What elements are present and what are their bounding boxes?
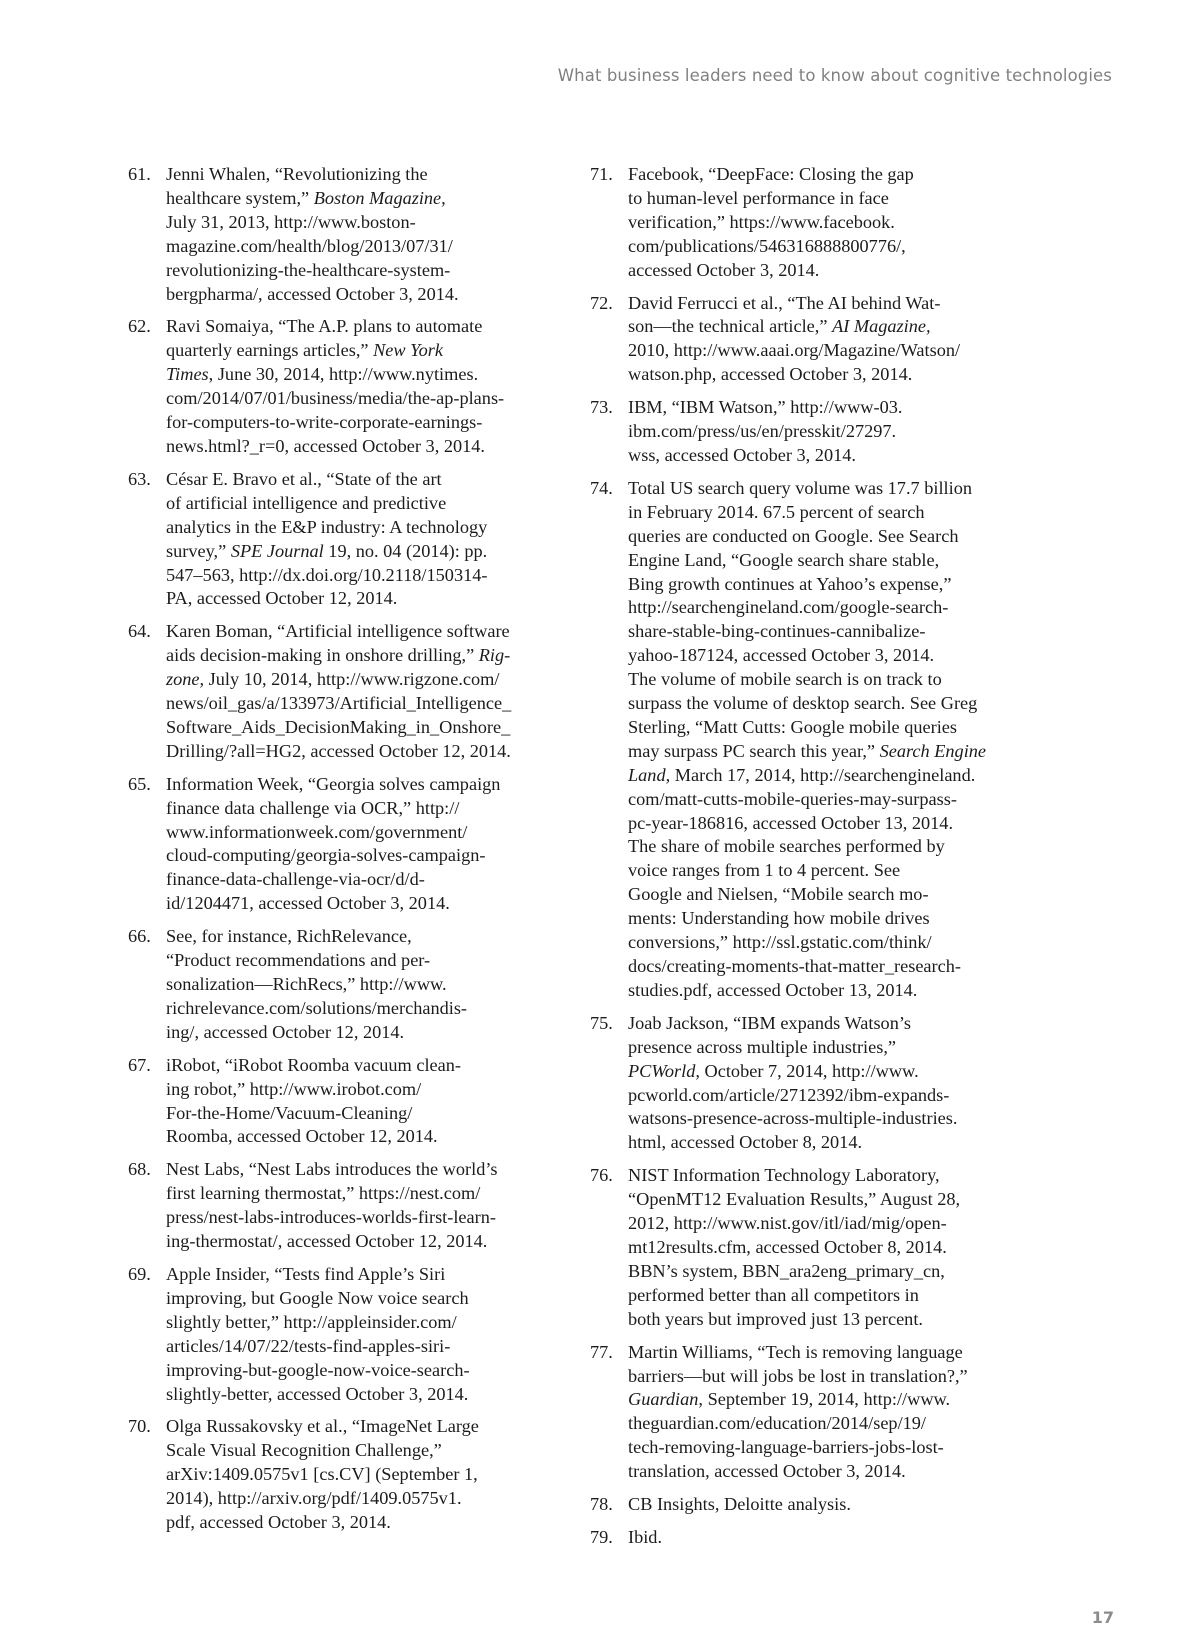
endnote-line	[628, 883, 1030, 907]
endnote-text-segment: studies.pdf, accessed October 13, 2014.	[628, 979, 918, 1000]
endnote-text-segment: July 31, 2013, http://www.boston-	[166, 211, 416, 232]
endnote-text-segment: October 7, 2014, http://www.	[699, 1060, 919, 1081]
endnote-line	[166, 1078, 558, 1102]
endnote-text-segment: ing robot,” http://www.irobot.com/	[166, 1078, 422, 1099]
endnote-line	[628, 716, 1030, 740]
endnote-text-segment: Total US search query volume was 17.7 billion	[628, 477, 972, 498]
endnote-line	[166, 1102, 558, 1126]
endnote-number: 77.	[590, 1341, 613, 1362]
endnote-text	[628, 292, 1030, 388]
endnote-line	[166, 587, 558, 611]
endnote-line	[628, 1436, 1030, 1460]
endnote-text-segment: IBM, “IBM Watson,” http://www-03.	[628, 397, 903, 418]
endnote-text-segment: watson.php, accessed October 3, 2014.	[628, 364, 913, 385]
endnote-line	[166, 1311, 558, 1335]
endnote-text-segment: pdf, accessed October 3, 2014.	[166, 1512, 391, 1533]
endnote-line	[166, 1383, 558, 1407]
endnote-line	[628, 1107, 1030, 1131]
endnote-text-segment: for-computers-to-write-corporate-earnings-	[166, 412, 483, 433]
endnote-text-segment: arXiv:1409.0575v1 [cs.CV] (September 1,	[166, 1464, 478, 1485]
endnote-text-segment: watsons-presence-across-multiple-industries.	[628, 1108, 958, 1129]
endnote-line	[166, 1182, 558, 1206]
endnote-italic-title: zone,	[166, 669, 205, 690]
endnote-number: 69.	[128, 1263, 151, 1284]
endnote-text-segment: “Product recommendations and per-	[166, 950, 431, 971]
endnote-line	[166, 1439, 558, 1463]
endnote-number: 78.	[590, 1494, 613, 1515]
endnote-line	[166, 564, 558, 588]
endnote-line	[628, 259, 1030, 283]
endnote-line	[628, 596, 1030, 620]
endnote-text-segment: 2010, http://www.aaai.org/Magazine/Watson/	[628, 340, 961, 361]
endnote-line	[628, 1341, 1030, 1365]
endnote-text-segment: BBN’s system, BBN_ara2eng_primary_cn,	[628, 1260, 945, 1281]
endnote-line	[166, 925, 558, 949]
endnote-line	[166, 540, 558, 564]
endnote-line	[166, 973, 558, 997]
page-number: 17	[1091, 1608, 1114, 1627]
endnote-italic-title: Times	[166, 364, 209, 385]
endnote-line	[628, 444, 1030, 468]
endnote-number: 74.	[590, 477, 613, 498]
endnote-text-segment: verification,” https://www.facebook.	[628, 211, 895, 232]
endnote-italic-title: Rig-	[478, 645, 511, 666]
endnote-text-segment: aids decision-making in onshore drilling,”	[166, 645, 479, 666]
endnote-line	[628, 1084, 1030, 1108]
endnote-number: 62.	[128, 316, 151, 337]
endnote-item	[128, 1415, 558, 1535]
endnote-number: 73.	[590, 397, 613, 418]
endnote-text-segment: Karen Boman, “Artificial intelligence software	[166, 621, 510, 642]
endnote-text-segment: iRobot, “iRobot Roomba vacuum clean-	[166, 1054, 461, 1075]
endnote-text	[628, 1012, 1030, 1155]
endnote-text-segment: March 17, 2014, http://searchengineland.	[670, 764, 976, 785]
endnote-text-segment: id/1204471, accessed October 3, 2014.	[166, 893, 450, 914]
endnote-text-segment: Drilling/?all=HG2, accessed October 12, 2014.	[166, 740, 511, 761]
endnote-text-segment: theguardian.com/education/2014/sep/19/	[628, 1413, 927, 1434]
endnote-text-segment: ing-thermostat/, accessed October 12, 2014.	[166, 1231, 488, 1252]
endnote-line	[628, 955, 1030, 979]
endnote-line	[628, 1308, 1030, 1332]
endnote-text-segment: bergpharma/, accessed October 3, 2014.	[166, 283, 459, 304]
endnote-text-segment: son—the technical article,”	[628, 316, 833, 337]
endnote-line	[166, 692, 558, 716]
endnote-text-segment: performed better than all competitors in	[628, 1284, 919, 1305]
endnote-line	[628, 1188, 1030, 1212]
endnote-line	[628, 363, 1030, 387]
endnote-text-segment: press/nest-labs-introduces-worlds-first-learn-	[166, 1207, 496, 1228]
endnote-line	[166, 1511, 558, 1535]
endnote-text-segment: richrelevance.com/solutions/merchandis-	[166, 997, 468, 1018]
endnote-text-segment: Sterling, “Matt Cutts: Google mobile queries	[628, 716, 958, 737]
endnote-text	[166, 315, 558, 458]
endnote-text-segment: voice ranges from 1 to 4 percent. See	[628, 860, 901, 881]
endnote-text-segment: Facebook, “DeepFace: Closing the gap	[628, 164, 914, 184]
endnote-text-segment: César E. Bravo et al., “State of the art	[166, 468, 442, 489]
endnote-item	[590, 396, 1030, 468]
endnote-text-segment: www.informationweek.com/government/	[166, 821, 468, 842]
endnote-line	[166, 1054, 558, 1078]
endnote-italic-title: PCWorld,	[628, 1060, 700, 1081]
endnote-line	[166, 844, 558, 868]
endnote-italic-title: Search Engine	[879, 740, 987, 761]
endnote-line	[628, 1164, 1030, 1188]
endnote-text-segment: translation, accessed October 3, 2014.	[628, 1461, 906, 1482]
endnote-text-segment: improving-but-google-now-voice-search-	[166, 1359, 470, 1380]
endnote-line	[166, 411, 558, 435]
endnote-line	[628, 315, 1030, 339]
endnote-text-segment: ibm.com/press/us/en/presskit/27297.	[628, 421, 897, 442]
endnote-number: 68.	[128, 1159, 151, 1180]
endnote-text-segment: 547–563, http://dx.doi.org/10.2118/150314-	[166, 564, 488, 585]
endnote-text-segment: Apple Insider, “Tests find Apple’s Siri	[166, 1263, 446, 1284]
endnote-text	[166, 468, 558, 611]
endnote-item	[128, 1263, 558, 1406]
endnote-line	[166, 468, 558, 492]
endnote-text-segment: improving, but Google Now voice search	[166, 1287, 469, 1308]
endnote-line	[628, 835, 1030, 859]
endnote-text-segment: wss, accessed October 3, 2014.	[628, 444, 856, 465]
endnote-text-segment: tech-removing-language-barriers-jobs-lost-	[628, 1437, 944, 1458]
endnote-line	[166, 797, 558, 821]
endnote-line	[628, 549, 1030, 573]
endnote-text-segment: html, accessed October 8, 2014.	[628, 1132, 863, 1153]
endnote-line	[166, 740, 558, 764]
endnote-line	[628, 620, 1030, 644]
endnote-text-segment: The volume of mobile search is on track to	[628, 669, 942, 690]
endnote-line	[628, 1212, 1030, 1236]
endnote-line	[628, 859, 1030, 883]
endnote-text-segment: queries are conducted on Google. See Search	[628, 525, 959, 546]
endnote-line	[628, 1060, 1030, 1084]
endnote-line	[166, 1287, 558, 1311]
endnote-text-segment: 2012, http://www.nist.gov/itl/iad/mig/open-	[628, 1213, 947, 1234]
endnote-text-segment: CB Insights, Deloitte analysis.	[628, 1494, 851, 1515]
endnote-line	[166, 716, 558, 740]
endnote-text-segment: barriers—but will jobs be lost in translation?,”	[628, 1365, 968, 1386]
endnote-item	[128, 315, 558, 458]
endnote-line	[166, 516, 558, 540]
endnote-text-segment: See, for instance, RichRelevance,	[166, 926, 412, 947]
endnote-text-segment: Google and Nielsen, “Mobile search mo-	[628, 884, 929, 905]
endnote-text	[628, 1526, 1030, 1550]
endnote-line	[628, 477, 1030, 501]
endnote-line	[628, 644, 1030, 668]
endnote-line	[166, 387, 558, 411]
endnote-text-segment: yahoo-187124, accessed October 3, 2014.	[628, 645, 935, 666]
endnote-line	[628, 211, 1030, 235]
endnote-text-segment: Jenni Whalen, “Revolutionizing the	[166, 164, 428, 184]
endnote-text	[166, 773, 558, 916]
endnote-text-segment: Engine Land, “Google search share stable,	[628, 549, 940, 570]
endnote-number: 75.	[590, 1012, 613, 1033]
endnote-text-segment: may surpass PC search this year,”	[628, 740, 880, 761]
endnote-text-segment: 2014), http://arxiv.org/pdf/1409.0575v1.	[166, 1488, 462, 1509]
endnote-line	[628, 1012, 1030, 1036]
endnote-line	[166, 211, 558, 235]
endnote-item	[128, 468, 558, 611]
endnote-text	[166, 1054, 558, 1150]
endnote-line	[166, 668, 558, 692]
endnote-text-segment: Ravi Somaiya, “The A.P. plans to automate	[166, 316, 483, 337]
endnotes-left-column	[128, 163, 558, 1544]
endnote-text-segment: July 10, 2014, http://www.rigzone.com/	[204, 669, 500, 690]
endnote-text-segment: September 19, 2014, http://www.	[703, 1389, 951, 1410]
endnote-text-segment: Olga Russakovsky et al., “ImageNet Large	[166, 1416, 479, 1437]
endnote-line	[628, 1036, 1030, 1060]
endnote-line	[628, 812, 1030, 836]
endnote-text	[628, 477, 1030, 1003]
endnote-text-segment: pcworld.com/article/2712392/ibm-expands-	[628, 1084, 950, 1105]
endnote-text-segment: news/oil_gas/a/133973/Artificial_Intelligence_	[166, 693, 512, 714]
endnote-text-segment: news.html?_r=0, accessed October 3, 2014.	[166, 435, 485, 456]
endnote-line	[166, 163, 558, 187]
endnote-item	[590, 1341, 1030, 1484]
endnote-text-segment: Martin Williams, “Tech is removing language	[628, 1341, 963, 1362]
endnote-text-segment: Roomba, accessed October 12, 2014.	[166, 1126, 438, 1147]
endnote-item	[590, 1012, 1030, 1155]
endnote-text-segment: revolutionizing-the-healthcare-system-	[166, 259, 451, 280]
endnote-line	[166, 821, 558, 845]
endnote-line	[166, 283, 558, 307]
endnote-line	[166, 1463, 558, 1487]
endnote-line	[166, 892, 558, 916]
endnote-italic-title: AI Magazine,	[832, 316, 931, 337]
endnote-number: 65.	[128, 773, 151, 794]
endnote-line	[628, 668, 1030, 692]
endnote-text-segment: PA, accessed October 12, 2014.	[166, 588, 398, 609]
endnote-line	[628, 1236, 1030, 1260]
endnote-number: 72.	[590, 292, 613, 313]
endnote-text-segment: com/matt-cutts-mobile-queries-may-surpass-	[628, 788, 957, 809]
endnote-item	[128, 163, 558, 306]
endnote-italic-title: Guardian,	[628, 1389, 703, 1410]
endnote-line	[628, 525, 1030, 549]
endnote-line	[166, 949, 558, 973]
endnote-line	[628, 420, 1030, 444]
endnote-line	[628, 292, 1030, 316]
endnote-line	[166, 1021, 558, 1045]
endnote-text-segment: pc-year-186816, accessed October 13, 2014.	[628, 812, 954, 833]
endnote-line	[628, 163, 1030, 187]
endnote-line	[628, 1365, 1030, 1389]
endnote-item	[128, 1054, 558, 1150]
endnote-text-segment: presence across multiple industries,”	[628, 1036, 897, 1057]
endnote-text-segment: , June 30, 2014, http://www.nytimes.	[208, 364, 479, 385]
endnote-text-segment: For-the-Home/Vacuum-Cleaning/	[166, 1102, 413, 1123]
endnote-item	[590, 163, 1030, 283]
endnote-line	[166, 435, 558, 459]
endnote-text-segment: Software_Aids_DecisionMaking_in_Onshore_	[166, 716, 511, 737]
endnote-item	[128, 925, 558, 1045]
endnote-number: 76.	[590, 1165, 613, 1186]
endnote-line	[628, 1260, 1030, 1284]
endnote-text-segment: survey,”	[166, 540, 231, 561]
endnote-text-segment: finance-data-challenge-via-ocr/d/d-	[166, 869, 425, 890]
endnote-item	[590, 477, 1030, 1003]
endnote-line	[628, 764, 1030, 788]
endnote-number: 61.	[128, 164, 151, 184]
endnote-item	[590, 1526, 1030, 1550]
endnote-line	[166, 1125, 558, 1149]
endnote-text-segment: docs/creating-moments-that-matter_research-	[628, 956, 961, 976]
endnote-text	[628, 1493, 1030, 1517]
endnote-text	[166, 620, 558, 763]
endnote-text-segment: http://searchengineland.com/google-search-	[628, 597, 949, 618]
endnote-text-segment: com/2014/07/01/business/media/the-ap-plans-	[166, 388, 505, 409]
endnote-item	[590, 1493, 1030, 1517]
endnote-line	[166, 187, 558, 211]
endnote-line	[628, 979, 1030, 1003]
endnote-text-segment: Bing growth continues at Yahoo’s expense,”	[628, 573, 952, 594]
endnote-italic-title: Boston Magazine,	[313, 187, 446, 208]
endnote-item	[128, 620, 558, 763]
endnote-line	[628, 740, 1030, 764]
endnote-text	[628, 396, 1030, 468]
endnote-number: 63.	[128, 468, 151, 489]
endnote-text-segment: healthcare system,”	[166, 187, 314, 208]
endnote-text-segment: magazine.com/health/blog/2013/07/31/	[166, 235, 453, 256]
running-header-title: What business leaders need to know about cognitive technologies	[557, 66, 1112, 85]
endnote-text-segment: 19, no. 04 (2014): pp.	[323, 540, 488, 561]
endnote-text-segment: com/publications/546316888800776/,	[628, 235, 906, 256]
endnote-text	[166, 925, 558, 1045]
endnote-text	[166, 1158, 558, 1254]
endnote-text-segment: surpass the volume of desktop search. See Greg	[628, 693, 978, 714]
endnote-number: 79.	[590, 1526, 613, 1547]
endnote-text-segment: both years but improved just 13 percent.	[628, 1308, 923, 1329]
endnote-line	[628, 692, 1030, 716]
endnote-text-segment: share-stable-bing-continues-cannibalize-	[628, 621, 926, 642]
endnote-line	[166, 1487, 558, 1511]
endnote-text-segment: first learning thermostat,” https://nest.com/	[166, 1183, 481, 1204]
endnote-line	[166, 644, 558, 668]
endnote-text	[628, 1341, 1030, 1484]
endnote-italic-title: New York	[373, 340, 444, 361]
endnote-text-segment: mt12results.cfm, accessed October 8, 2014.	[628, 1236, 947, 1257]
endnote-line	[166, 1359, 558, 1383]
endnotes-right-column	[590, 163, 1030, 1559]
endnote-line	[166, 339, 558, 363]
endnote-line	[166, 1415, 558, 1439]
endnote-text-segment: quarterly earnings articles,”	[166, 340, 374, 361]
endnote-italic-title: Land,	[628, 764, 671, 785]
endnote-line	[628, 339, 1030, 363]
endnote-line	[166, 363, 558, 387]
endnote-number: 67.	[128, 1054, 151, 1075]
endnote-text-segment: ing/, accessed October 12, 2014.	[166, 1021, 405, 1042]
endnote-text-segment: “OpenMT12 Evaluation Results,” August 28,	[628, 1189, 961, 1210]
endnote-text-segment: of artificial intelligence and predictive	[166, 492, 447, 513]
endnote-line	[166, 620, 558, 644]
endnote-line	[628, 1526, 1030, 1550]
endnote-line	[166, 1263, 558, 1287]
endnote-line	[166, 259, 558, 283]
endnote-line	[166, 1335, 558, 1359]
endnote-text-segment: Nest Labs, “Nest Labs introduces the world’s	[166, 1159, 498, 1180]
endnote-number: 64.	[128, 621, 151, 642]
endnote-number: 71.	[590, 164, 613, 184]
endnote-text-segment: finance data challenge via OCR,” http://	[166, 797, 460, 818]
endnote-text-segment: conversions,” http://ssl.gstatic.com/think/	[628, 932, 932, 953]
endnote-text-segment: Ibid.	[628, 1526, 663, 1547]
endnote-line	[628, 1388, 1030, 1412]
endnote-text	[166, 163, 558, 306]
endnote-line	[166, 773, 558, 797]
endnote-text-segment: sonalization—RichRecs,” http://www.	[166, 974, 447, 994]
endnote-text-segment: Scale Visual Recognition Challenge,”	[166, 1440, 442, 1461]
endnote-text-segment: slightly better,” http://appleinsider.com/	[166, 1311, 457, 1332]
endnote-line	[166, 492, 558, 516]
endnote-line	[628, 1412, 1030, 1436]
endnote-line	[628, 396, 1030, 420]
endnote-line	[628, 187, 1030, 211]
endnote-line	[628, 907, 1030, 931]
endnote-line	[166, 235, 558, 259]
endnote-line	[628, 501, 1030, 525]
endnote-text	[628, 1164, 1030, 1331]
endnote-text-segment: articles/14/07/22/tests-find-apples-siri-	[166, 1335, 451, 1356]
endnote-line	[628, 1284, 1030, 1308]
endnote-line	[628, 788, 1030, 812]
endnote-text-segment: NIST Information Technology Laboratory,	[628, 1165, 940, 1186]
endnote-line	[166, 1206, 558, 1230]
endnote-line	[166, 1230, 558, 1254]
endnote-item	[590, 292, 1030, 388]
endnote-line	[166, 1158, 558, 1182]
endnote-text-segment: accessed October 3, 2014.	[628, 259, 820, 280]
endnote-text-segment: David Ferrucci et al., “The AI behind Wat-	[628, 292, 941, 313]
endnote-text-segment: cloud-computing/georgia-solves-campaign-	[166, 845, 486, 866]
endnote-line	[628, 235, 1030, 259]
endnote-line	[628, 1460, 1030, 1484]
endnote-line	[166, 315, 558, 339]
endnote-line	[628, 1493, 1030, 1517]
endnote-text-segment: slightly-better, accessed October 3, 2014.	[166, 1383, 469, 1404]
endnote-item	[128, 773, 558, 916]
endnote-number: 70.	[128, 1416, 151, 1437]
endnote-line	[166, 868, 558, 892]
endnote-line	[628, 573, 1030, 597]
endnote-text-segment: in February 2014. 67.5 percent of search	[628, 501, 925, 522]
endnote-text	[166, 1415, 558, 1535]
endnote-text	[628, 163, 1030, 283]
endnote-text-segment: analytics in the E&P industry: A technology	[166, 516, 488, 537]
endnote-text-segment: ments: Understanding how mobile drives	[628, 908, 930, 929]
endnote-text-segment: to human-level performance in face	[628, 187, 889, 208]
endnote-italic-title: SPE Journal	[230, 540, 324, 561]
endnote-line	[166, 997, 558, 1021]
endnote-text-segment: Information Week, “Georgia solves campaign	[166, 773, 501, 794]
endnote-text-segment: The share of mobile searches performed by	[628, 836, 945, 857]
endnote-text	[166, 1263, 558, 1406]
endnote-line	[628, 931, 1030, 955]
endnote-line	[628, 1131, 1030, 1155]
endnote-item	[590, 1164, 1030, 1331]
endnote-item	[128, 1158, 558, 1254]
endnote-text-segment: Joab Jackson, “IBM expands Watson’s	[628, 1012, 912, 1033]
endnote-number: 66.	[128, 926, 151, 947]
